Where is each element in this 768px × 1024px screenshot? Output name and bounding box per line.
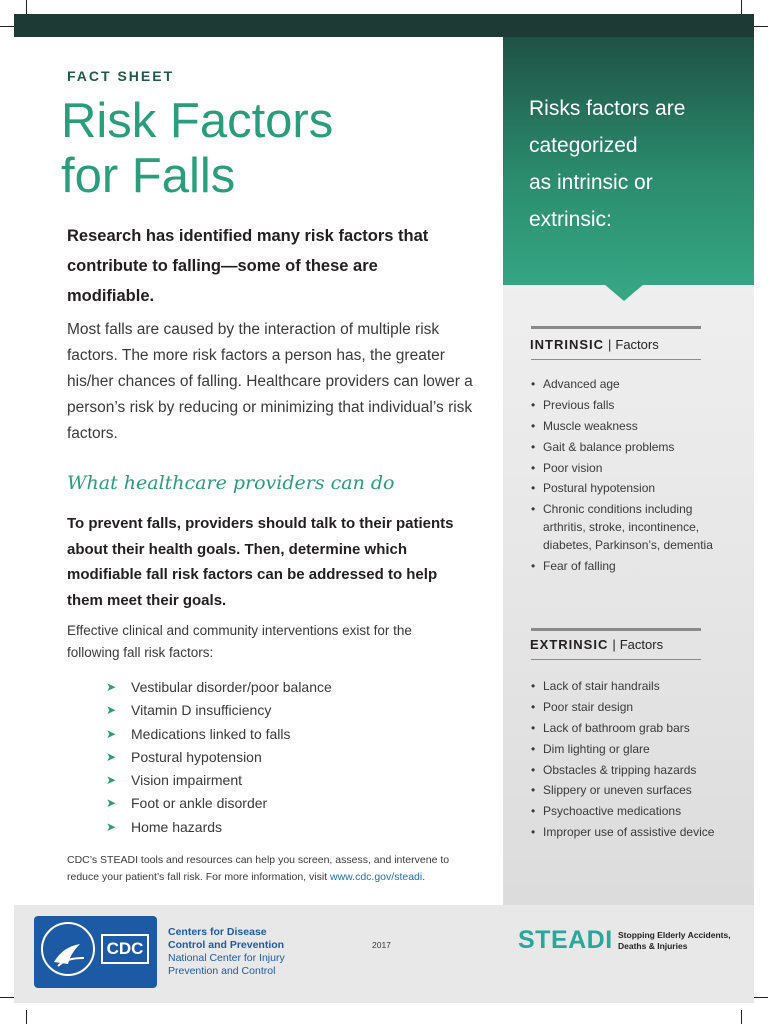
extrinsic-heading: EXTRINSIC | Factors bbox=[530, 637, 664, 652]
list-item: • Poor vision bbox=[531, 460, 603, 475]
list-item: • Dim lighting or glare bbox=[531, 741, 650, 756]
list-item: • Psychoactive medications bbox=[531, 804, 682, 819]
section-subheading: What healthcare providers can do bbox=[67, 472, 395, 494]
lead-paragraph: Research has identified many risk factors that contribute to falling—some of these are modifiable. bbox=[67, 227, 429, 305]
arrow-bullet-icon: ➤ bbox=[106, 773, 117, 788]
steadi-logo: STEADI bbox=[518, 926, 613, 954]
body-paragraph: Most falls are caused by the interaction of multiple risk factors. The more risk factors a person has, the greater his/her chances of falling. Healthcare providers can lower a person’s risk by reducing or minimizing that individual’s risk factors. bbox=[67, 321, 473, 442]
arrow-bullet-icon: ➤ bbox=[106, 749, 117, 764]
divider bbox=[531, 326, 701, 329]
crop-mark bbox=[26, 1010, 27, 1024]
list-item: • Muscle weakness bbox=[531, 418, 638, 433]
org-name: Centers for Disease Control and Prevention bbox=[168, 926, 285, 951]
crop-mark bbox=[754, 997, 768, 998]
list-item: • Gait & balance problems bbox=[531, 439, 675, 454]
divider bbox=[531, 628, 701, 631]
list-item: ➤ Vision impairment bbox=[106, 769, 332, 792]
arrow-bullet-icon: ➤ bbox=[106, 819, 117, 834]
divider bbox=[531, 359, 701, 360]
steadi-note: CDC’s STEADI tools and resources can help you screen, assess, and intervene to reduce your patient’s fall risk. For more information, visit www.cdc.gov/steadi. bbox=[67, 854, 450, 883]
crop-mark bbox=[0, 997, 14, 998]
cdc-logo-text: CDC bbox=[101, 934, 149, 964]
list-item: • Fear of falling bbox=[531, 559, 616, 574]
crop-mark bbox=[741, 1010, 742, 1024]
arrow-bullet-icon: ➤ bbox=[106, 703, 117, 718]
top-banner bbox=[14, 14, 754, 37]
list-item: • Chronic conditions including arthritis, stroke, incontinence, diabetes, Parkinson’s, dementia bbox=[531, 502, 713, 553]
title-line-1: Risk Factors bbox=[61, 94, 334, 148]
arrow-bullet-icon: ➤ bbox=[106, 680, 117, 694]
list-item: • Obstacles & tripping hazards bbox=[531, 762, 697, 777]
crop-mark bbox=[754, 26, 768, 27]
page-title bbox=[61, 94, 333, 204]
intrinsic-factor-list bbox=[531, 375, 726, 578]
list-item: • Poor stair design bbox=[531, 699, 634, 714]
list-item: ➤ Home hazards bbox=[106, 816, 332, 839]
list-item: • Lack of stair handrails bbox=[531, 679, 660, 693]
list-item: ➤ Medications linked to falls bbox=[106, 723, 332, 746]
list-item: • Lack of bathroom grab bars bbox=[531, 720, 690, 735]
fall-risk-factor-list bbox=[106, 676, 332, 839]
crop-mark bbox=[26, 0, 27, 14]
list-item: • Improper use of assistive device bbox=[531, 825, 715, 840]
arrow-bullet-icon: ➤ bbox=[106, 726, 117, 741]
list-item: ➤ Foot or ankle disorder bbox=[106, 792, 332, 815]
extrinsic-factor-list bbox=[531, 677, 726, 844]
intrinsic-heading: INTRINSIC | Factors bbox=[530, 337, 659, 352]
arrow-bullet-icon: ➤ bbox=[106, 796, 117, 811]
divider bbox=[531, 659, 701, 660]
interventions-paragraph: Effective clinical and community interventions exist for the following fall risk factors: bbox=[67, 623, 412, 660]
title-line-2: for Falls bbox=[61, 149, 236, 203]
list-item: • Advanced age bbox=[531, 377, 620, 391]
fact-sheet-label: FACT SHEET bbox=[67, 68, 175, 84]
callout-pointer bbox=[604, 284, 644, 301]
list-item: • Previous falls bbox=[531, 397, 615, 412]
crop-mark bbox=[0, 26, 14, 27]
providers-lead-paragraph: To prevent falls, providers should talk to their patients about their health goals. Then, determine which modifiable fall risk factors can be addressed to help them meet their goals. bbox=[67, 515, 454, 609]
list-item: ➤ Vitamin D insufficiency bbox=[106, 699, 332, 722]
publication-year: 2017 bbox=[372, 940, 391, 950]
hhs-seal-icon bbox=[41, 922, 95, 976]
list-item: ➤ Vestibular disorder/poor balance bbox=[106, 676, 332, 699]
list-item: • Postural hypotension bbox=[531, 481, 656, 496]
center-name: National Center for Injury Prevention and Control bbox=[168, 952, 285, 977]
crop-mark bbox=[741, 0, 742, 14]
steadi-link[interactable]: www.cdc.gov/steadi bbox=[330, 871, 423, 883]
steadi-tagline: Stopping Elderly Accidents, Deaths & Injuries bbox=[618, 930, 731, 951]
callout-text: Risks factors are categorized as intrinsic or extrinsic: bbox=[529, 97, 686, 231]
list-item: ➤ Postural hypotension bbox=[106, 746, 332, 769]
list-item: • Slippery or uneven surfaces bbox=[531, 783, 692, 798]
